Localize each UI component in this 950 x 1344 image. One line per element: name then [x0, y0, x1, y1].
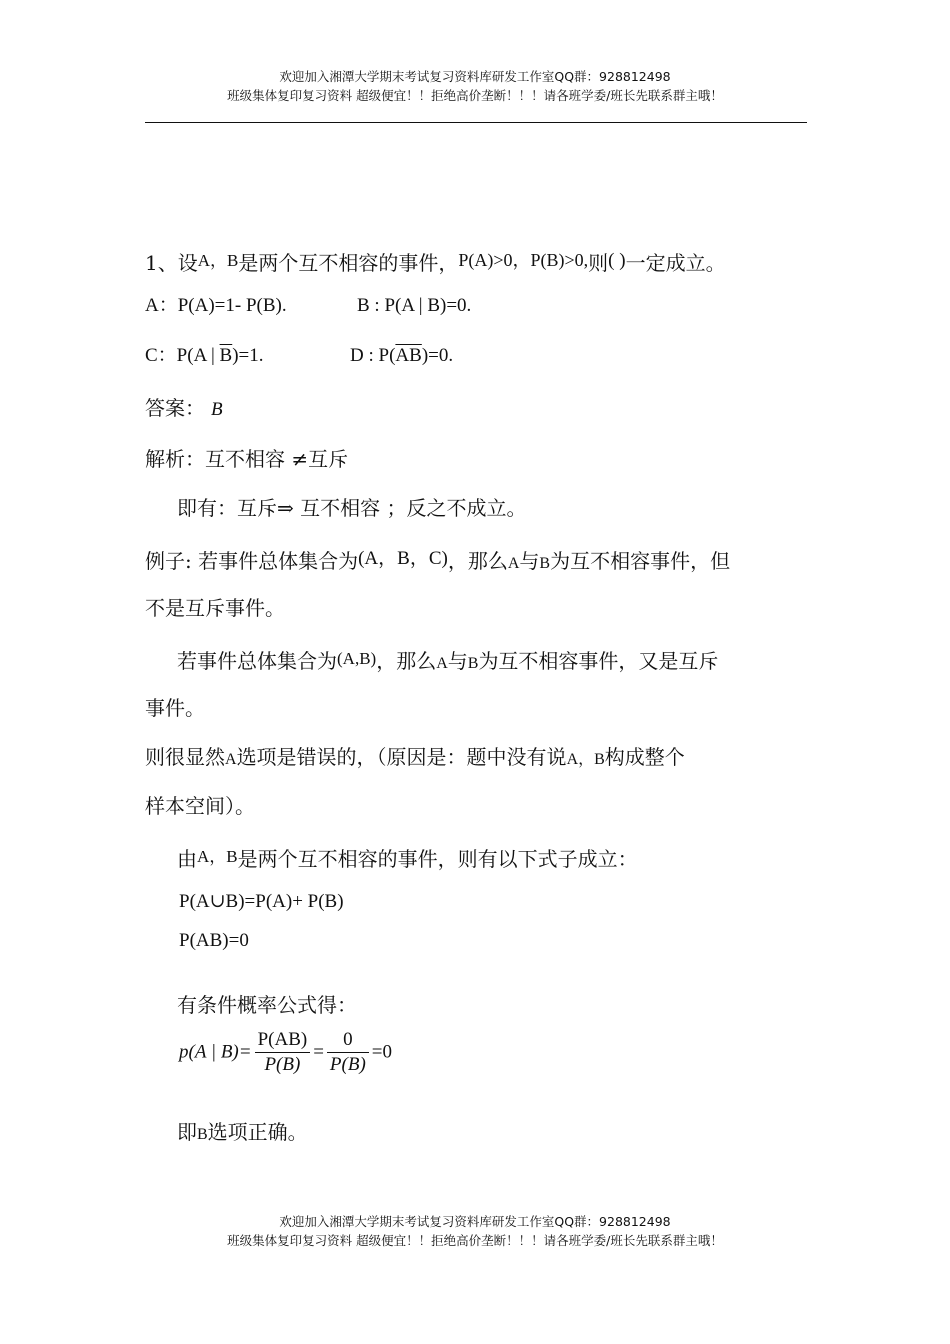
- derivation-text: 是两个互不相容的事件，则有以下式子成立：: [237, 847, 638, 871]
- option-c: [145, 344, 264, 368]
- example-text: ，那么: [376, 649, 437, 673]
- fraction-1-denominator: P(B): [264, 1054, 301, 1075]
- option-d: [350, 344, 453, 368]
- conditional-prob-intro: 有条件概率公式得：: [177, 993, 357, 1017]
- example-set-ab: (A,B): [337, 649, 377, 668]
- question-stem: [145, 248, 726, 275]
- option-c-pre: C：P(A |: [145, 345, 220, 366]
- option-c-complement: $\overline{B}$: [219, 345, 233, 366]
- event-b: B: [539, 555, 551, 572]
- event-a: A: [507, 555, 520, 572]
- example-text: 选项是错误的，（原因是：题中没有说: [236, 745, 567, 769]
- example-line-2: 不是互斥事件。: [145, 596, 285, 620]
- conclusion-line: [177, 1120, 308, 1147]
- derivation-text: 由: [177, 847, 197, 871]
- fraction-1-numerator: P(AB): [255, 1028, 311, 1053]
- fraction-1: [255, 1028, 311, 1077]
- question-text-1: 设: [177, 251, 198, 275]
- event-b: B: [467, 655, 479, 672]
- question-condition: P(A)>0，P(B)>0,: [458, 250, 589, 270]
- page-footer: [0, 1212, 950, 1250]
- question-text-2: 是两个互不相容的事件，: [238, 251, 459, 275]
- example-text: 若事件总体集合为: [177, 649, 337, 673]
- footer-line-2: 班级集体复印复习资料 超级便宜！！拒绝高价垄断！！！请各班学委/班长先联系群主哦！: [227, 1233, 723, 1248]
- example-text: 与: [519, 549, 540, 573]
- event-a: A，: [566, 751, 595, 768]
- example-text: 与: [447, 649, 468, 673]
- example-line-3: [177, 647, 718, 676]
- example-text: 则很显然: [145, 745, 225, 769]
- option-d-pre: D : P(: [350, 345, 396, 366]
- example-text: ，那么: [447, 549, 508, 573]
- example-text: 为互不相容事件，又是互斥: [478, 649, 719, 673]
- answer-line: [145, 396, 223, 422]
- conclusion-text: 即: [177, 1120, 197, 1144]
- option-d-complement: $\overline{AB}$: [395, 345, 422, 366]
- example-text: 为互不相容事件，但: [550, 549, 731, 573]
- event-b: B: [594, 751, 605, 768]
- footer-line-1: 欢迎加入湘潭大学期末考试复习资料库研发工作室QQ群：928812498: [279, 1214, 671, 1229]
- example-line-6: 样本空间）。: [145, 794, 255, 818]
- option-c-post: )=1.: [232, 345, 264, 366]
- question-text-3: 则: [588, 251, 609, 275]
- option-ref-a: A: [225, 751, 237, 768]
- option-d-post: )=0.: [421, 345, 454, 366]
- example-line-1: [145, 547, 730, 576]
- answer-label: 答案：: [145, 396, 205, 420]
- formula-union: P(A∪B)=P(A)+ P(B): [179, 891, 344, 912]
- derivation-intro: [177, 845, 638, 871]
- option-b: B : P(A | B)=0.: [357, 295, 472, 316]
- option-a: A：P(A)=1- P(B).: [145, 295, 287, 316]
- derivation-events: A，B: [197, 847, 238, 866]
- question-number: 1、: [145, 251, 178, 275]
- example-set-abc: (A，B，C): [358, 548, 448, 569]
- answer-value: B: [211, 399, 223, 420]
- header-line-2: 班级集体复印复习资料 超级便宜！！拒绝高价垄断！！！请各班学委/班长先联系群主哦！: [227, 88, 723, 103]
- question-events: A，B: [197, 251, 239, 270]
- example-line-4: 事件。: [145, 696, 205, 720]
- analysis-line-1: 解析：互不相容 ≠互斥: [145, 447, 349, 471]
- header-line-1: 欢迎加入湘潭大学期末考试复习资料库研发工作室QQ群：928812498: [279, 69, 671, 84]
- fraction-2-denominator: P(B): [329, 1054, 366, 1075]
- event-a: A: [436, 655, 448, 672]
- conclusion-text: 选项正确。: [207, 1120, 308, 1144]
- question-text-4: 一定成立。: [625, 251, 726, 275]
- correct-option: B: [197, 1126, 208, 1143]
- formula-lhs: p(A | B)=: [179, 1041, 252, 1063]
- fraction-2: [327, 1028, 369, 1077]
- example-text: 例子: 若事件总体集合为: [145, 549, 359, 573]
- formula-intersection: P(AB)=0: [179, 930, 249, 951]
- fraction-2-numerator: 0: [327, 1028, 369, 1053]
- formula-equals: =: [313, 1041, 324, 1063]
- formula-conditional: [179, 1028, 392, 1077]
- analysis-line-2: 即有：互斥⇒ 互不相容 ；反之不成立。: [177, 496, 527, 520]
- header-divider: [145, 122, 807, 123]
- example-line-5: [145, 745, 685, 772]
- formula-rhs: =0: [371, 1041, 393, 1063]
- question-blank: ( ): [608, 250, 626, 271]
- example-text: 构成整个: [604, 745, 685, 769]
- page-header: [0, 67, 950, 105]
